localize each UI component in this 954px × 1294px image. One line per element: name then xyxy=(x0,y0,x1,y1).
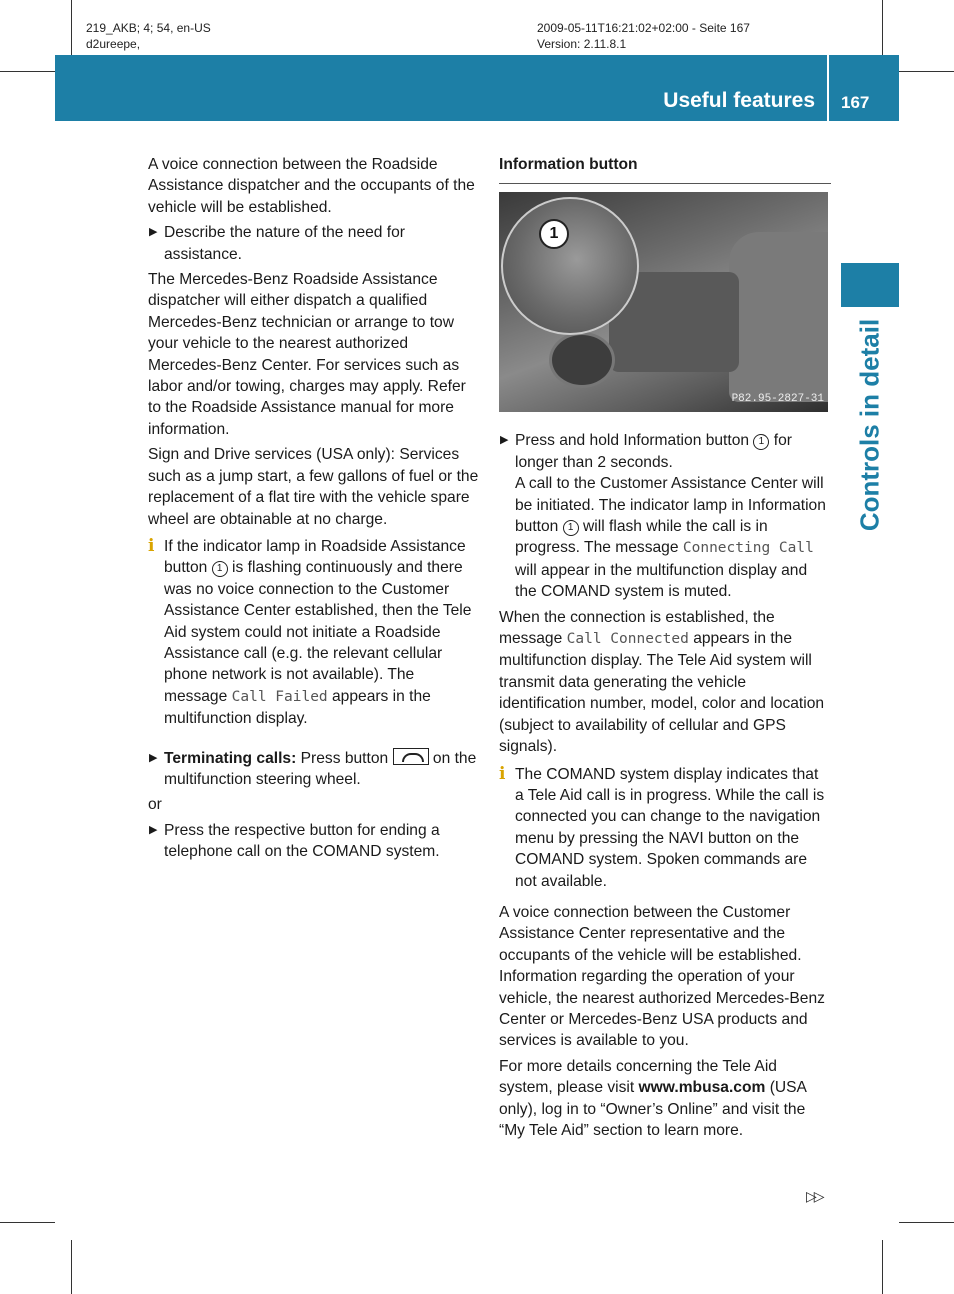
paragraph: When the connection is established, the message Call Connected appears in the multifunction display. The Tele Aid system will transmit data generating the vehicle identification number, model, color and location (subject to availability of cellular and GPS signals). xyxy=(499,608,825,756)
display-message: Call Failed xyxy=(231,688,328,705)
callout-1-icon: 1 xyxy=(753,434,769,450)
paragraph: A voice connection between the Roadside Assistance dispatcher and the occupants of the vehicle will be established. xyxy=(148,156,475,216)
crop-mark xyxy=(899,71,954,72)
crop-mark xyxy=(71,0,72,55)
header-divider xyxy=(827,55,829,121)
paragraph: or xyxy=(148,796,162,814)
crop-mark xyxy=(0,71,55,72)
photo-callout-1: 1 xyxy=(539,219,569,249)
display-message: Connecting Call xyxy=(682,540,814,557)
photo-seat xyxy=(729,232,828,402)
display-message: Call Connected xyxy=(566,631,689,648)
instruction-step: ▶ Describe the nature of the need for assistance. xyxy=(149,224,405,263)
chapter-tab xyxy=(841,263,899,307)
crop-mark xyxy=(882,0,883,55)
section-title: Useful features xyxy=(663,89,815,112)
crop-mark xyxy=(0,1222,55,1223)
info-icon: i xyxy=(148,535,155,556)
left-column xyxy=(148,154,480,867)
paragraph: The Mercedes-Benz Roadside Assistance dispatcher will either dispatch a qualified Mercedes-Benz technician or arrange to tow your vehicle to the nearest authorized Mercedes-Benz Center. For services such as labor and/or towing, charges may apply. Refer to the Roadside Assistance manual for more information. xyxy=(148,271,466,438)
arrow-icon: ▶ xyxy=(149,751,158,764)
photo-reference: P82.95-2827-31 xyxy=(731,393,824,405)
heading-rule xyxy=(499,183,831,184)
page-number: 167 xyxy=(841,93,870,112)
end-call-button-icon xyxy=(393,748,429,765)
paragraph: Sign and Drive services (USA only): Services such as a jump start, a few gallons of fuel or the replacement of a flat tire with the vehicle spare wheel are obtainable at no charge. xyxy=(148,446,479,528)
crop-mark xyxy=(882,1240,883,1294)
instruction-step: ▶ Terminating calls: Press button on the multifunction steering wheel. xyxy=(149,749,477,788)
arrow-icon: ▶ xyxy=(500,434,509,447)
header-bar xyxy=(55,55,899,121)
print-meta-right: 2009-05-11T16:21:02+02:00 - Seite 167 Version: 2.11.8.1 xyxy=(537,21,750,51)
chapter-label: Controls in detail xyxy=(854,318,885,532)
arrow-icon: ▶ xyxy=(149,823,158,836)
website-link[interactable]: www.mbusa.com xyxy=(638,1079,766,1097)
callout-1-icon: 1 xyxy=(212,561,228,577)
continued-icon: ▷▷ xyxy=(806,1188,822,1204)
photo-detail-zoom xyxy=(501,197,639,335)
info-note: i If the indicator lamp in Roadside Assistance button 1 is flashing continuously and there was no voice connection to the Customer Assistance Center established, then the Tele Aid system could not initiate a Roadside Assistance call (e.g. the relevant cellular phone network is not available). The message Call Failed appears in the multifunction display. xyxy=(148,535,472,728)
paragraph: For more details concerning the Tele Aid system, please visit www.mbusa.com (USA only), log in to “Owner’s Online” and visit the “My Tele Aid” section to learn more. xyxy=(499,1057,807,1139)
instruction-step: ▶ Press and hold Information button 1 for longer than 2 seconds. A call to the Customer Assistance Center will be initiated. The indicator lamp in Information button 1 will flash while the call is in progress. The message Connecting Call will appear in the multifunction display and the COMAND system is muted. xyxy=(500,432,826,601)
subsection-heading: Information button xyxy=(499,156,638,173)
right-column xyxy=(499,154,831,1145)
info-icon: i xyxy=(499,763,506,784)
instruction-step: ▶ Press the respective button for ending a telephone call on the COMAND system. xyxy=(149,821,440,861)
paragraph: A voice connection between the Customer Assistance Center representative and the occupants of the vehicle will be established. Information regarding the operation of your vehicle, the nearest authorized Mercedes-Benz Center or Mercedes-Benz USA products and services is available to you. xyxy=(499,903,825,1050)
photo-cup-holder xyxy=(549,332,615,388)
crop-mark xyxy=(899,1222,954,1223)
console-photo xyxy=(499,192,828,412)
arrow-icon: ▶ xyxy=(149,226,158,239)
callout-1-icon: 1 xyxy=(563,520,579,536)
info-note: i The COMAND system display indicates that a Tele Aid call is in progress. While the call is connected you can change to the navigation menu by pressing the NAVI button on the COMAND system. Spoken commands are not available. xyxy=(499,763,825,890)
crop-mark xyxy=(71,1240,72,1294)
print-meta-left: 219_AKB; 4; 54, en-US d2ureepe, xyxy=(86,21,211,51)
